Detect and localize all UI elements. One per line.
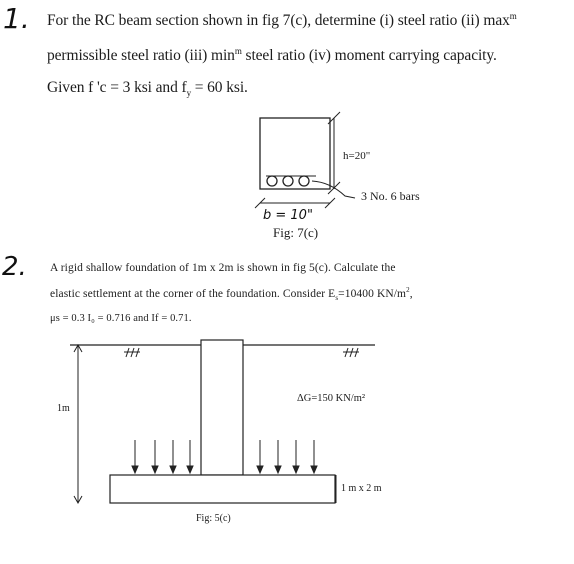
question-1-number: 1. — [3, 2, 30, 35]
beam-height-label: h=20" — [343, 150, 371, 162]
q1-line3-sub: y — [186, 88, 191, 99]
stress-label: ΔG=150 KN/m² — [297, 393, 366, 404]
ground-hatch-right — [343, 348, 359, 357]
q1-line3-text: Given f 'c = 3 ksi and f — [47, 79, 187, 96]
footing — [110, 475, 335, 503]
q2-line2-sup: 2 — [406, 286, 410, 294]
q2-line2-text-c: , — [409, 287, 413, 300]
q1-line2-text-a: permissible steel ratio (iii) min — [47, 47, 235, 65]
q2-line3-text: μs = 0.3 I₀ = 0.716 and If = 0.71. — [50, 313, 192, 324]
q1-line1-sup: m — [509, 11, 517, 21]
question-2-number: 2. — [2, 252, 27, 282]
figure-5c-caption: Fig: 5(c) — [196, 513, 231, 524]
depth-label: 1m — [57, 403, 70, 414]
q2-line1-text: A rigid shallow foundation of 1m x 2m is shown in fig 5(c). Calculate the — [50, 262, 396, 274]
column — [201, 340, 243, 475]
q2-line2-text-a: elastic settlement at the corner of the foundation. Consider E — [50, 287, 336, 300]
figure-7c-caption: Fig: 7(c) — [273, 225, 319, 240]
ground-hatch-left — [124, 348, 140, 357]
q1-line1-text: For the RC beam section shown in fig 7(c), determine (i) steel ratio (ii) max — [47, 12, 510, 30]
beam-width-label: b = 10" — [263, 208, 313, 223]
beam-bars-label: 3 No. 6 bars — [361, 189, 420, 203]
q1-line2-text-b: steel ratio (iv) moment carrying capacity. — [241, 47, 497, 65]
q1-line2-sup: m — [234, 46, 242, 56]
footing-size-label: 1 m x 2 m — [341, 483, 382, 494]
q2-line2-text-b: =10400 KN/m — [338, 287, 407, 300]
q2-line2-sub: s — [335, 294, 339, 303]
q1-line3-text-b: = 60 ksi. — [190, 79, 248, 96]
